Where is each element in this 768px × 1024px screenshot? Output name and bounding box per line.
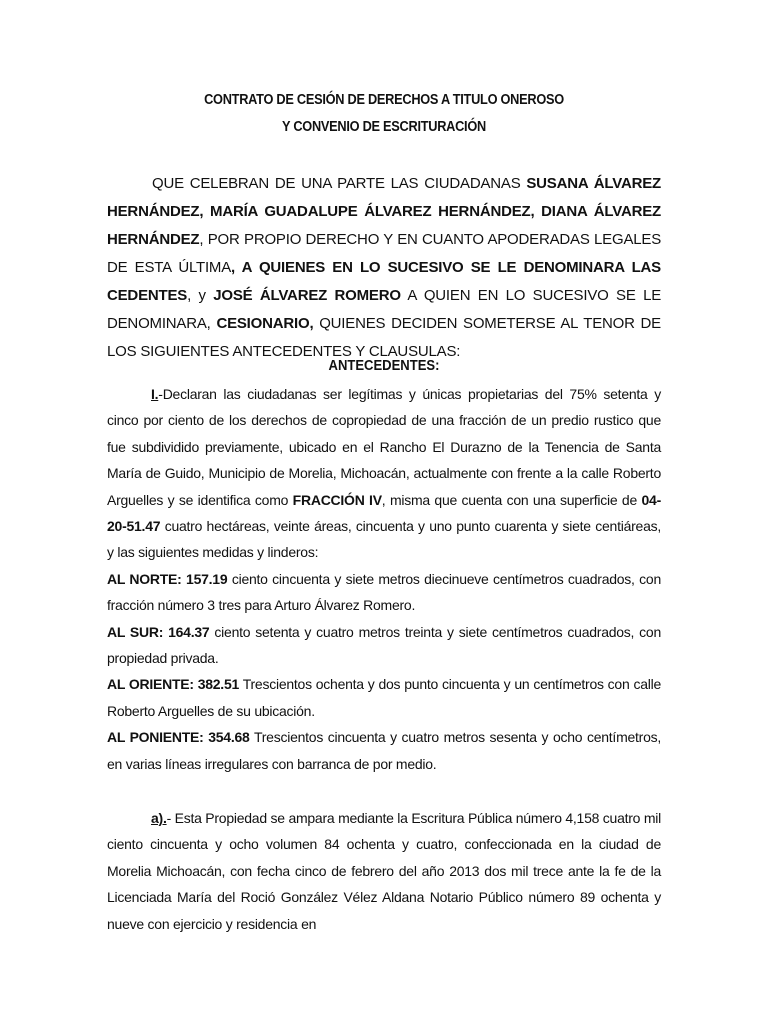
inciso-a-text: - Esta Propiedad se ampara mediante la Escritura Pública número 4,158 cuatro mil ciento cincuenta y ocho volumen 84 ochenta y cuatro, confeccionada en la ciudad de Morelia Michoacán, con fecha cinco de febrero del año 2013 dos mil trece ante la fe de la Licenciada María del Roció González Vélez Aldana Notario Público número 89 ochenta y nueve con ejercicio y residencia en <box>107 810 661 932</box>
lindero-poniente-label: AL PONIENTE: 354.68 <box>107 729 250 746</box>
intro-text-6: QUIENES DECIDEN SOMETERSE AL TENOR DE LOS SIGUIENTES ANTECEDENTES Y CLAUSULAS: <box>107 315 661 360</box>
antecedente-1-section <box>107 381 661 777</box>
lindero-oriente <box>107 671 661 724</box>
antecedentes-heading: ANTECEDENTES: <box>328 358 440 374</box>
intro-text-3: , A QUIENES EN LO SUCESIVO SE LE DENOMINARA LAS <box>231 259 661 276</box>
antecedente-1-text-2: , misma que cuenta con una superficie de <box>381 491 642 508</box>
lindero-poniente <box>107 724 661 777</box>
intro-parties-cedentes-names: SUSANA ÁLVAREZ HERNÁNDEZ, MARÍA GUADALUPE ÁLVAREZ HERNÁNDEZ, DIANA ÁLVAREZ HERNÁNDEZ <box>107 175 661 248</box>
lindero-sur-label: AL SUR: 164.37 <box>107 623 210 640</box>
lindero-norte <box>107 566 661 619</box>
intro-cedentes-term: CEDENTES <box>107 287 188 304</box>
antecedente-1-text-1: -Declaran las ciudadanas ser legítimas y únicas propietarias del 75% setenta y cinco por ciento de los derechos de copropiedad de una fracción de un predio rustico que fue subdividido previamente, ubicado en el Rancho El Durazno de la Tenencia de Santa María de Guido, Municipio de Morelia, Michoacán, actualmente con frente a la calle Roberto Arguelles y se identifica como <box>107 386 661 508</box>
lindero-oriente-label: AL ORIENTE: 382.51 <box>107 676 240 693</box>
document-title-line-1: CONTRATO DE CESIÓN DE DERECHOS A TITULO ONEROSO <box>204 92 564 108</box>
fraccion-label: FRACCIÓN IV <box>292 491 382 508</box>
lindero-norte-label: AL NORTE: 157.19 <box>107 570 228 587</box>
document-title-line-2: Y CONVENIO DE ESCRITURACIÓN <box>282 119 486 135</box>
inciso-a-section <box>107 805 661 937</box>
intro-text-4: , y <box>187 287 214 304</box>
lindero-sur <box>107 619 661 672</box>
lindero-oriente-text: Trescientos ochenta y dos punto cincuenta y un centímetros con calle Roberto Arguelles de su ubicación. <box>107 676 661 719</box>
intro-paragraph <box>107 170 661 366</box>
intro-cesionario-name: JOSÉ ÁLVAREZ ROMERO <box>213 287 401 304</box>
inciso-a-marker: a). <box>151 810 167 826</box>
lindero-norte-text: ciento cincuenta y siete metros diecinueve centímetros cuadrados, con fracción número 3 tres para Arturo Álvarez Romero. <box>107 570 661 614</box>
intro-cesionario-term: CESIONARIO, <box>216 315 314 332</box>
intro-text-1: QUE CELEBRAN DE UNA PARTE LAS CIUDADANAS <box>152 175 527 192</box>
intro-text-2: , POR PROPIO DERECHO Y EN CUANTO APODERADAS LEGALES DE ESTA ÚLTIMA <box>107 231 661 276</box>
antecedente-1-marker: I. <box>151 386 159 402</box>
superficie-value: 04-20-51.47 <box>107 491 661 535</box>
lindero-sur-text: ciento setenta y cuatro metros treinta y siete centímetros cuadrados, con propiedad privada. <box>107 623 661 667</box>
lindero-poniente-text: Trescientos cincuenta y cuatro metros sesenta y ocho centímetros, en varias líneas irregulares con barranca de por medio. <box>107 729 661 772</box>
antecedente-1-text-3: cuatro hectáreas, veinte áreas, cincuenta y uno punto cuarenta y siete centiáreas, y las siguientes medidas y linderos: <box>107 518 661 561</box>
intro-text-5: A QUIEN EN LO SUCESIVO SE LE DENOMINARA, <box>107 287 662 332</box>
